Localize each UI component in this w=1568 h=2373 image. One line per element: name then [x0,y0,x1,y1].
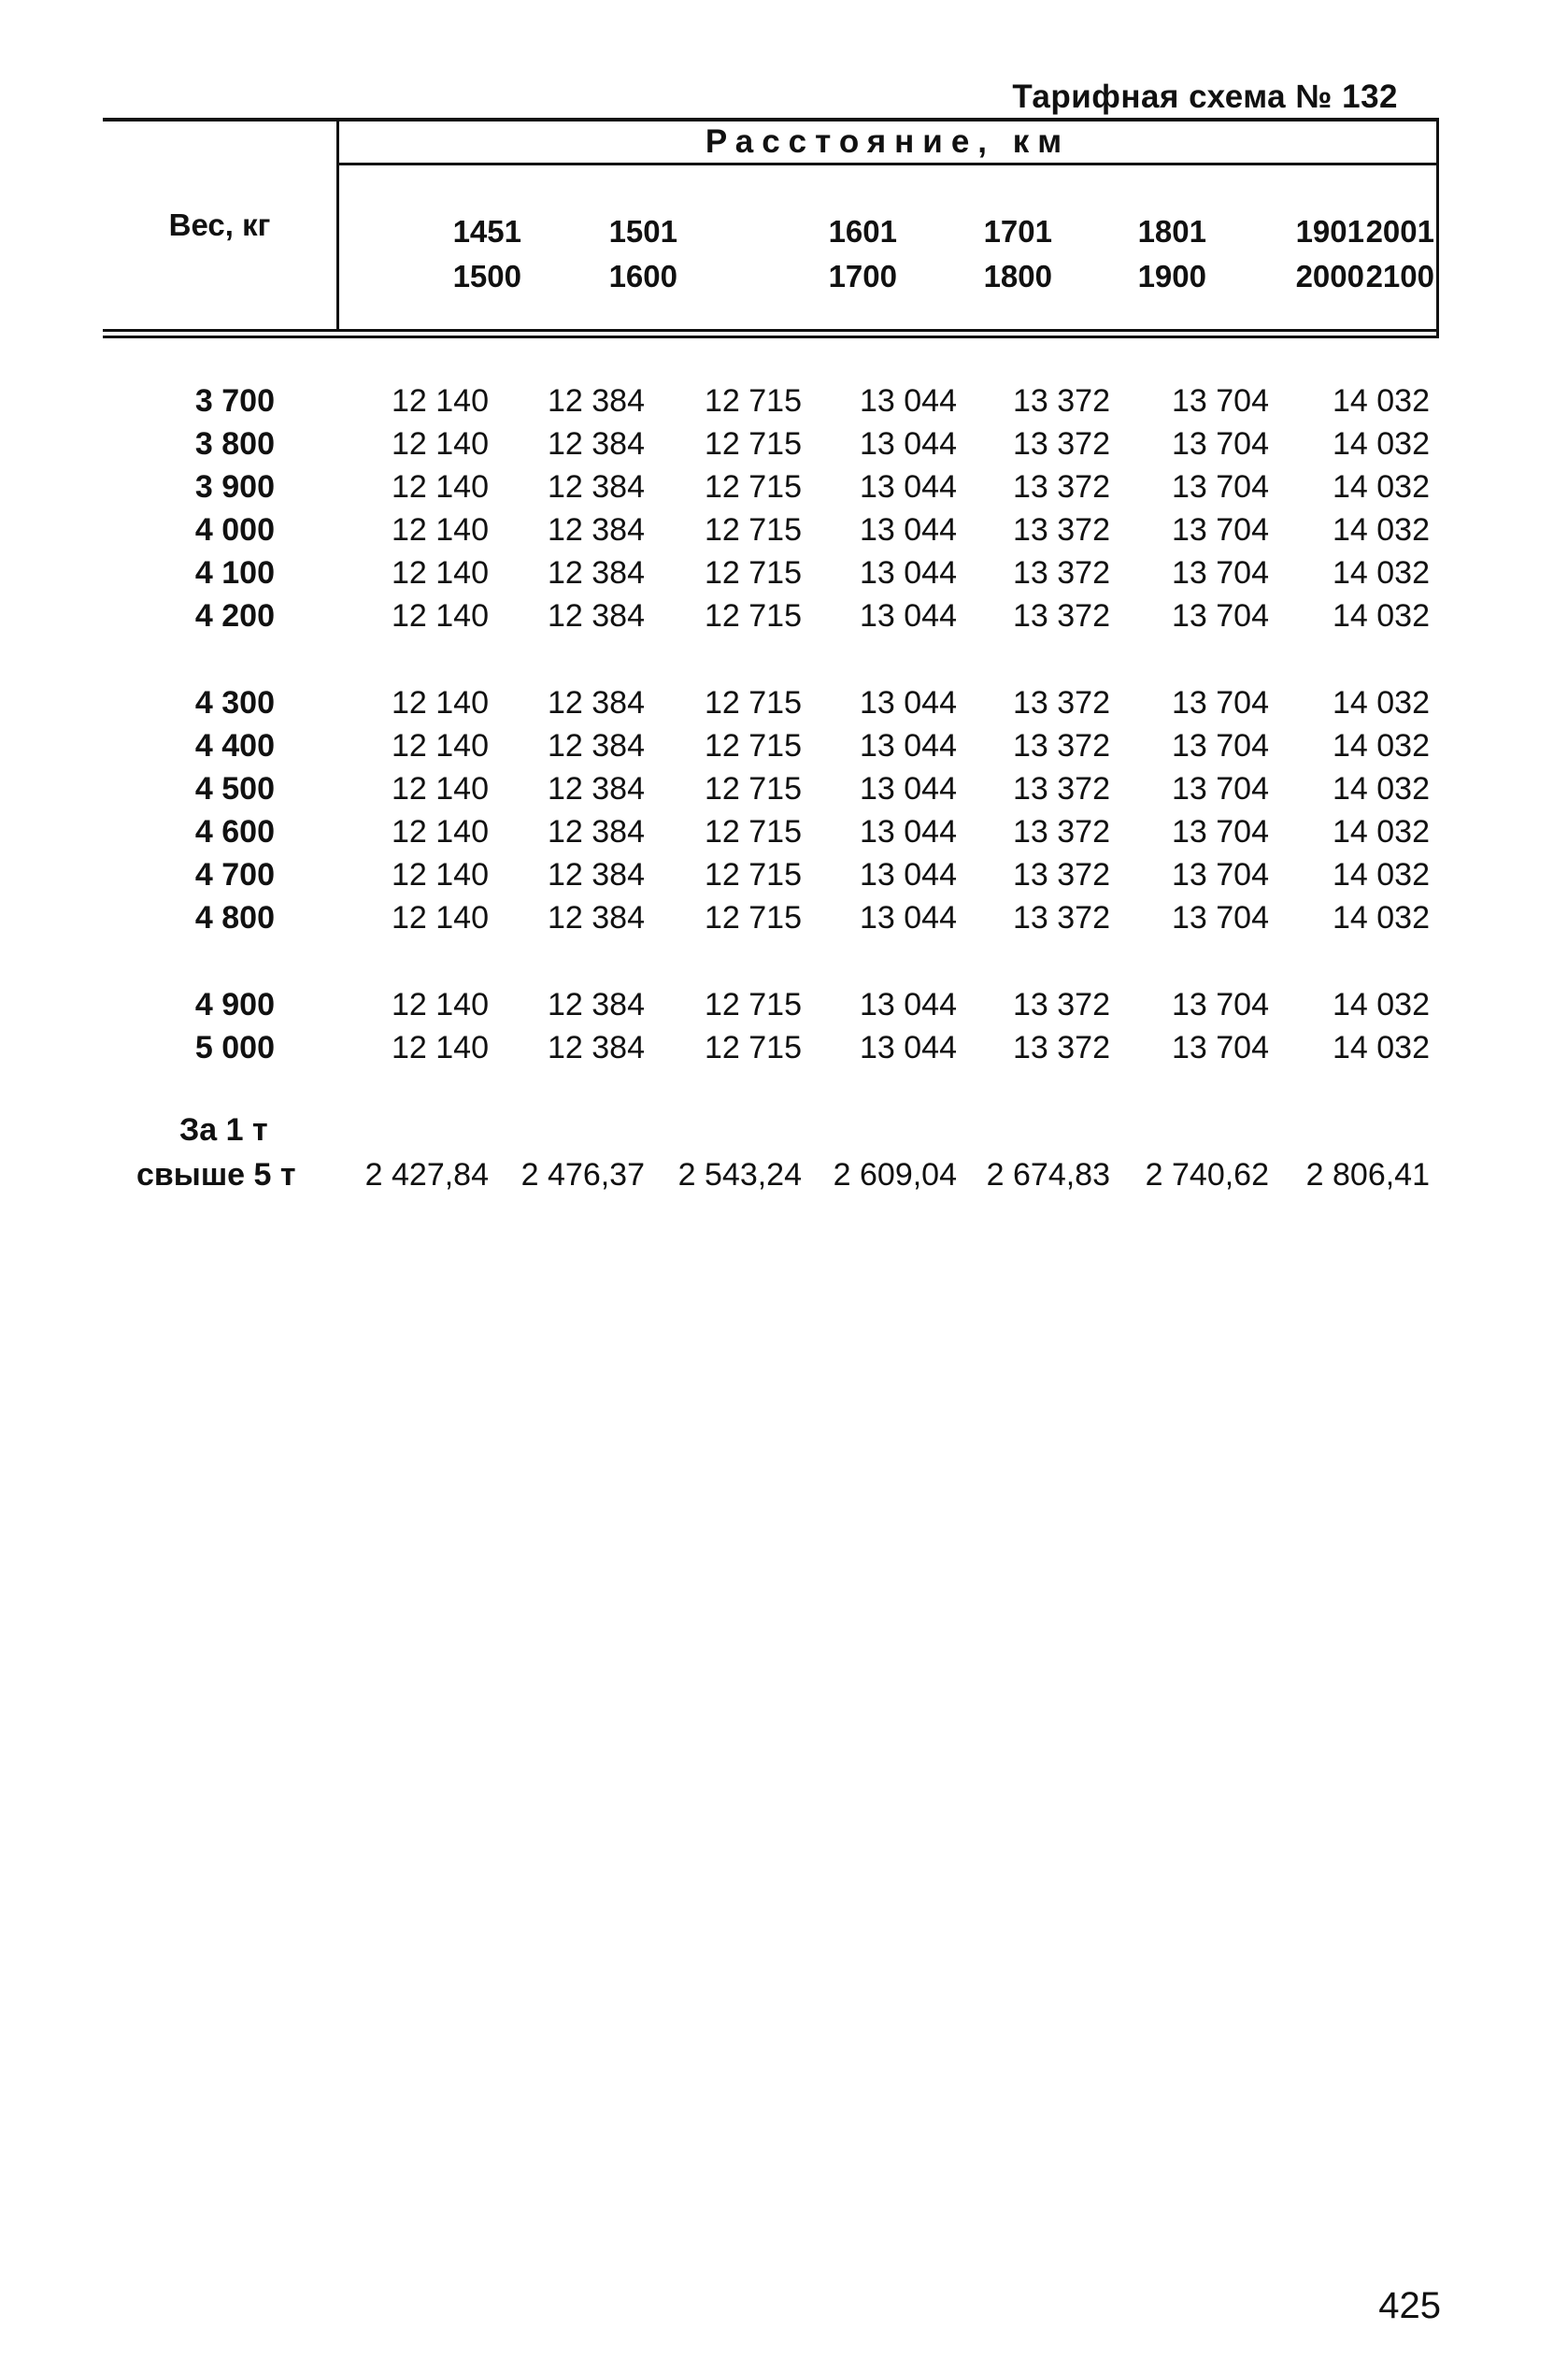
per-ton-rate-cell: 2 476,37 [520,1157,645,1193]
distance-range-from: 1451 [452,214,521,249]
distance-range-to: 1700 [828,259,897,293]
tariff-cell: 12 384 [548,598,645,634]
tariff-cell: 13 044 [860,598,957,634]
tariff-cell: 13 704 [1172,555,1269,591]
tariff-cell: 12 140 [392,383,489,419]
per-ton-rate-cell: 2 674,83 [986,1157,1110,1193]
weight-cell: 3 700 [194,383,275,419]
tariff-cell: 14 032 [1333,1030,1430,1065]
distance-range-to: 1900 [1137,259,1206,293]
tariff-cell: 12 384 [548,383,645,419]
tariff-cell: 12 715 [705,728,802,764]
tariff-cell: 13 044 [860,1030,957,1065]
tariff-cell: 12 384 [548,469,645,505]
tariff-cell: 12 715 [705,900,802,936]
tariff-cell: 12 384 [548,900,645,936]
distance-range-from: 1501 [608,214,677,249]
tariff-cell: 13 704 [1172,857,1269,893]
page-number: 425 [1378,2285,1441,2326]
scheme-title: Тарифная схема № 132 [1012,79,1398,115]
tariff-cell: 14 032 [1333,685,1430,721]
tariff-cell: 14 032 [1333,383,1430,419]
tariff-cell: 12 384 [548,814,645,850]
table-row [0,555,1568,598]
table-row [0,598,1568,641]
weight-cell: 4 100 [194,555,275,591]
tariff-cell: 12 715 [705,469,802,505]
weight-cell: 3 800 [194,426,275,462]
distance-range [584,209,677,299]
tariff-cell: 12 715 [705,555,802,591]
tariff-cell: 13 044 [860,987,957,1022]
weight-cell: 4 500 [194,771,275,807]
tariff-cell: 13 372 [1013,771,1110,807]
distance-range [428,209,521,299]
tariff-cell: 13 044 [860,857,957,893]
table-row [0,426,1568,469]
tariff-cell: 13 044 [860,814,957,850]
tariff-cell: 13 704 [1172,598,1269,634]
table-header [103,118,1439,336]
table-row [0,512,1568,555]
tariff-cell: 12 715 [705,685,802,721]
tariff-cell: 12 715 [705,598,802,634]
tariff-cell: 14 032 [1333,728,1430,764]
table-row [0,685,1568,728]
tariff-cell: 12 140 [392,685,489,721]
tariff-cell: 14 032 [1333,598,1430,634]
distance-range-to: 1600 [608,259,677,293]
distance-range-from: 1801 [1137,214,1206,249]
tariff-cell: 12 140 [392,728,489,764]
tariff-cell: 14 032 [1333,469,1430,505]
tariff-cell: 13 044 [860,728,957,764]
weight-cell: 4 900 [194,987,275,1022]
tariff-cell: 13 704 [1172,814,1269,850]
footer-label-line2: свыше 5 т [136,1157,296,1193]
tariff-cell: 14 032 [1333,900,1430,936]
header-bottom-rule [103,329,1439,332]
tariff-cell: 13 704 [1172,383,1269,419]
distance-range [1341,209,1434,299]
tariff-cell: 12 140 [392,987,489,1022]
tariff-cell: 13 372 [1013,512,1110,548]
tariff-cell: 12 140 [392,857,489,893]
tariff-cell: 12 384 [548,771,645,807]
tariff-cell: 12 384 [548,685,645,721]
tariff-cell: 12 140 [392,900,489,936]
table-row [0,814,1568,857]
table-row [0,1030,1568,1073]
tariff-cell: 12 384 [548,857,645,893]
tariff-cell: 13 372 [1013,728,1110,764]
footer-label-line1: За 1 т [179,1112,268,1148]
tariff-cell: 13 704 [1172,728,1269,764]
distance-range-to: 2100 [1365,259,1434,293]
tariff-cell: 13 372 [1013,383,1110,419]
tariff-cell: 13 372 [1013,1030,1110,1065]
tariff-cell: 13 044 [860,900,957,936]
tariff-cell: 14 032 [1333,426,1430,462]
header-mid-rule [336,163,1439,165]
tariff-cell: 12 384 [548,1030,645,1065]
tariff-cell: 14 032 [1333,814,1430,850]
table-row [0,857,1568,900]
tariff-cell: 13 704 [1172,685,1269,721]
tariff-cell: 12 715 [705,987,802,1022]
tariff-cell: 12 715 [705,857,802,893]
tariff-cell: 12 715 [705,426,802,462]
distance-range-from: 1601 [828,214,897,249]
header-top-rule [103,118,1439,122]
tariff-cell: 13 372 [1013,987,1110,1022]
tariff-cell: 12 140 [392,814,489,850]
header-bottom-rule-double [103,336,1439,338]
tariff-cell: 12 140 [392,512,489,548]
weight-cell: 4 700 [194,857,275,893]
tariff-cell: 12 715 [705,1030,802,1065]
tariff-cell: 14 032 [1333,512,1430,548]
tariff-cell: 14 032 [1333,771,1430,807]
tariff-cell: 13 704 [1172,987,1269,1022]
tariff-cell: 13 704 [1172,512,1269,548]
tariff-cell: 13 372 [1013,555,1110,591]
tariff-cell: 13 704 [1172,426,1269,462]
tariff-cell: 13 704 [1172,900,1269,936]
distance-range-from: 2001 [1365,214,1434,249]
tariff-cell: 12 140 [392,469,489,505]
per-ton-rate-cell: 2 543,24 [677,1157,802,1193]
tariff-cell: 13 044 [860,512,957,548]
table-row [0,728,1568,771]
tariff-cell: 12 384 [548,426,645,462]
tariff-cell: 13 704 [1172,469,1269,505]
tariff-cell: 13 372 [1013,426,1110,462]
tariff-cell: 13 372 [1013,685,1110,721]
tariff-cell: 12 715 [705,383,802,419]
tariff-cell: 13 372 [1013,469,1110,505]
per-ton-rate-cell: 2 427,84 [364,1157,489,1193]
tariff-cell: 12 715 [705,814,802,850]
weight-cell: 4 600 [194,814,275,850]
footer-row [0,1157,1568,1200]
tariff-cell: 12 715 [705,512,802,548]
tariff-cell: 12 384 [548,987,645,1022]
tariff-cell: 12 140 [392,598,489,634]
per-ton-rate-cell: 2 740,62 [1145,1157,1269,1193]
table-row [0,469,1568,512]
weight-cell: 4 400 [194,728,275,764]
table-row [0,383,1568,426]
table-row [0,771,1568,814]
tariff-cell: 13 372 [1013,857,1110,893]
header-right-rule [1436,118,1439,338]
tariff-cell: 12 140 [392,771,489,807]
tariff-cell: 13 044 [860,383,957,419]
distance-range [804,209,897,299]
tariff-cell: 13 044 [860,555,957,591]
weight-cell: 4 300 [194,685,275,721]
tariff-cell: 12 140 [392,555,489,591]
weight-cell: 4 800 [194,900,275,936]
tariff-cell: 12 140 [392,1030,489,1065]
tariff-cell: 13 044 [860,469,957,505]
tariff-cell: 13 372 [1013,814,1110,850]
weight-column-label: Вес, кг [168,207,271,242]
tariff-cell: 13 372 [1013,900,1110,936]
distance-range-to: 1500 [452,259,521,293]
distance-range-to: 1800 [983,259,1052,293]
per-ton-rate-cell: 2 806,41 [1305,1157,1430,1193]
per-ton-rate-cell: 2 609,04 [833,1157,957,1193]
tariff-cell: 12 384 [548,555,645,591]
tariff-cell: 12 384 [548,728,645,764]
tariff-cell: 13 044 [860,426,957,462]
tariff-cell: 13 044 [860,771,957,807]
table-row [0,987,1568,1030]
tariff-cell: 12 140 [392,426,489,462]
distance-range [1113,209,1206,299]
tariff-cell: 14 032 [1333,555,1430,591]
distance-range-from: 1701 [983,214,1052,249]
tariff-cell: 12 384 [548,512,645,548]
tariff-cell: 13 704 [1172,1030,1269,1065]
distance-range-to: 2000 [1295,259,1364,293]
tariff-cell: 12 715 [705,771,802,807]
distance-range [959,209,1052,299]
tariff-cell: 13 044 [860,685,957,721]
tariff-cell: 14 032 [1333,857,1430,893]
weight-cell: 5 000 [194,1030,275,1065]
weight-cell: 4 000 [194,512,275,548]
distance-range-from: 1901 [1295,214,1364,249]
tariff-cell: 13 372 [1013,598,1110,634]
tariff-cell: 14 032 [1333,987,1430,1022]
weight-cell: 4 200 [194,598,275,634]
tariff-cell: 13 704 [1172,771,1269,807]
table-row [0,900,1568,943]
distance-column-group-label: Расстояние, км [705,123,1071,160]
weight-cell: 3 900 [194,469,275,505]
